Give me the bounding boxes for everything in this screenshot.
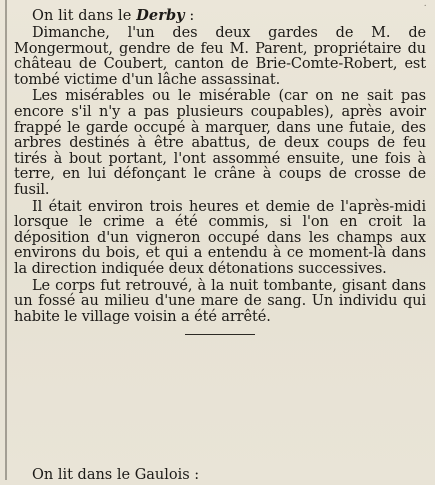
article-column <box>14 6 426 335</box>
heading-suffix: : <box>184 8 195 24</box>
paragraph-1: Dimanche, l'un des deux gardes de M. de Mongermout, gendre de feu M. Parent, propriétaire du château de Coubert, canton de Brie-Comte-Robert, est tombé victime d'un lâche assassinat. <box>14 25 426 88</box>
article-separator-rule <box>185 334 255 335</box>
article-heading <box>32 6 426 26</box>
next-article-heading: On lit dans le Gaulois : <box>32 467 200 483</box>
heading-prefix: On lit dans le <box>32 8 137 24</box>
heading-source: Derby <box>136 7 185 24</box>
column-divider <box>5 0 7 480</box>
paragraph-3: Il était environ trois heures et demie de l'après-midi lorsque le crime a été commis, si l'on en croit la déposition d'un vigneron occupé dans les champs aux environs du bois, et qui a entendu à ce moment-là dans la direction indiquée deux détonations successives. <box>14 198 426 277</box>
paragraph-4: Le corps fut retrouvé, à la nuit tombante, gisant dans un fossé au milieu d'une mare de sang. Un individu qui habite le village voisin a été arrêté. <box>14 277 426 325</box>
paragraph-2: Les misérables ou le misérable (car on ne sait pas encore s'il n'y a pas plusieurs coupables), après avoir frappé le garde occupé à marquer, dans une futaie, des arbres destinés à être abattus, de deux coups de feu tirés à bout portant, l'ont assommé ensuite, une fois à terre, en lui défonçant le crâne à coups de crosse de fusil. <box>14 88 426 198</box>
corner-mark: · <box>423 0 427 12</box>
